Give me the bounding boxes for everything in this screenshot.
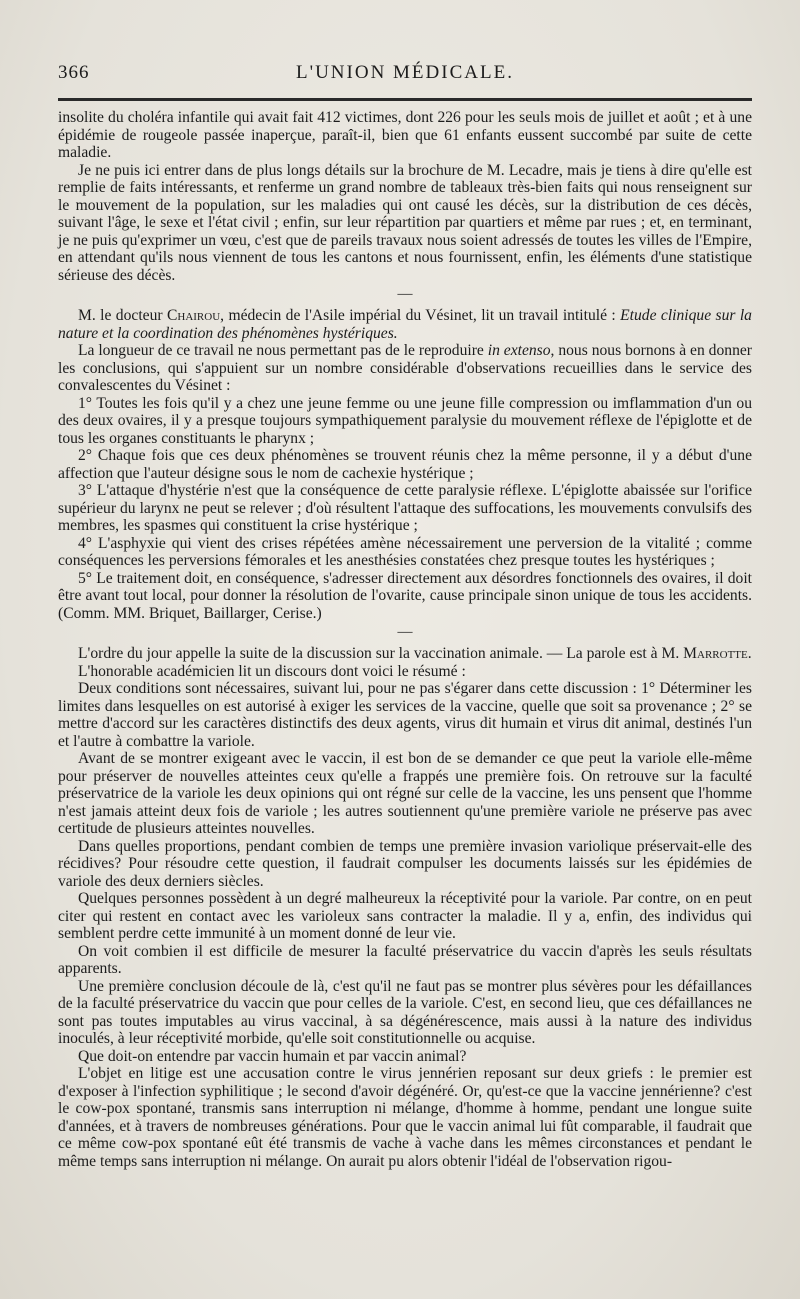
paragraph-ordre [58,645,752,663]
page-number: 366 [58,62,90,83]
ordre-end: . [747,645,752,662]
paragraph-que-doit-on: Que doit-on entendre par vaccin humain et par vaccin animal? [78,1047,467,1065]
paragraph-cholera: insolite du choléra infantile qui avait fait 412 victimes, dont 226 pour les seuls mois de juillet et août ; et à une épidémie de rougeole passée inaperçue, paraît-il, bien que 61 enfants eussent succombé par suite de cette maladie. [58,109,752,161]
work-title: Etude clinique sur la nature et la coordination des phénomènes hystériques. [58,307,752,342]
paragraph-quelques: Quelques personnes possèdent à un degré malheureux la réceptivité pour la variole. Par contre, on en peut citer qui restent en contact avec les varioleux sans contracter la maladie. Il y a, enfin, des individus qui semblent perdre cette immunité à un moment donné de leur vie. [58,890,752,942]
conclusion-item: 4° L'asphyxie qui vient des crises répétées amène nécessairement une perversion de la vitalité ; comme conséquences les perversions fémorales et les anesthésies constatées chez presque toutes les hystériques ; [58,534,752,569]
paragraph-objet: L'objet en litige est une accusation contre le virus jennérien reposant sur deux griefs : le premier est d'exposer à l'infection syphilitique ; le second d'avoir dégénéré. Or, qu'est-ce que la vaccine jennérienne? c'est le cow-pox spontané, transmis sans interruption ni mélange, d'homme à homme, pendant une longue suite d'années, et à travers de nombreuses générations. Pour que le vaccin animal lui fût comparable, il faudrait que ce même cow-pox spontané eût été transmis de vache à vache dans les mêmes circonstances et pendant le même temps sans interruption ni mélange. On aurait pu alors obtenir l'idéal de l'observation rigou- [58,1065,752,1170]
in-extenso: in extenso [487,342,551,359]
paragraph-chairou [58,307,752,342]
conclusion-item: 3° L'attaque d'hystérie n'est que la conséquence de cette paralysie réflexe. L'épiglotte abaissée sur l'orifice supérieur du larynx ne peut se relever ; d'où résultent l'attaque des suffocations, les mouvements convulsifs des membres, les spasmes qui constituent la crise hystérique ; [58,482,752,534]
conclusion-item: 1° Toutes les fois qu'il y a chez une jeune femme ou une jeune fille compression ou imflammation d'un ou des deux ovaires, il y a presque toujours sympathiquement paralysie du mouvement réflexe de l'épiglotte et de tous les organes constituants le pharynx ; [58,394,752,447]
chairou-text: , médecin de l'Asile impérial du Vésinet, lit un travail intitulé : [220,307,616,324]
paragraph-deux-conditions: Deux conditions sont nécessaires, suivant lui, pour ne pas s'égarer dans cette discussion : 1° Déterminer les limites dans lesquelles on est autorisé à exiger les services de la vaccine, quelle que soit sa provenance ; 2° se mettre d'accord sur les caractères distinctifs des deux agents, virus dit humain et virus dit animal, destinés l'un et l'autre à combattre la variole. [58,680,752,750]
journal-title: L'UNION MÉDICALE. [296,62,514,83]
author-name-marrotte: Marrotte [683,645,748,662]
paragraph-on-voit: On voit combien il est difficile de mesurer la faculté préservatrice du vaccin d'après les seuls résultats apparents. [58,942,752,977]
conclusion-item: 2° Chaque fois que ces deux phénomènes se trouvent réunis chez la même personne, il y a début d'une affection que l'auteur désigne sous le nom de cachexie hystérique ; [58,447,752,482]
header-rule [58,98,752,101]
section-separator: — [397,286,413,302]
article-body [58,109,752,1170]
paragraph-longueur [58,342,752,395]
paragraph-honorable: L'honorable académicien lit un discours dont voici le résumé : [78,662,466,680]
paragraph-premiere-conclusion: Une première conclusion découle de là, c'est qu'il ne faut pas se montrer plus sévères pour les défaillances de la faculté préservatrice du vaccin que pour celles de la variole. C'est, en second lieu, que ces défaillances ne sont pas toutes imputables au virus vaccinal, à sa dégénérescence, mais aussi à la nature des individus inoculés, à leur réceptivité morbide, qu'elle soit constitutionnelle ou acquise. [58,977,752,1047]
conclusion-item: 5° Le traitement doit, en conséquence, s'adresser directement aux désordres fonctionnels des ovaires, il doit être avant tout local, pour donner la résolution de l'ovarite, cause principale sinon unique de tous les accidents. (Comm. MM. Briquet, Baillarger, Cerise.) [58,569,752,622]
page-header [58,62,752,92]
section-separator: — [397,624,413,640]
paragraph-lecadre: Je ne puis ici entrer dans de plus longs détails sur la brochure de M. Lecadre, mais je tiens à dire qu'elle est remplie de faits intéressants, et renferme un grand nombre de tableaux très-bien faits qui nous renseignent sur le mouvement de la population, sur les maladies qui ont causé les décès, sur la distribution de ces décès, suivant l'âge, le sexe et l'état civil ; enfin, sur leur répartition par quartiers et même par rues ; et, en terminant, je ne puis qu'exprimer un vœu, c'est que de pareils travaux nous soient adressés de toutes les villes de l'Empire, en attendant qu'ils nous viennent de tous les cantons et nous fournissent, enfin, les éléments d'une statistique sérieuse des décès. [58,161,752,284]
chairou-prefix: M. le docteur [78,307,167,324]
author-name-chairou: Chairou [166,307,221,324]
paragraph-avant: Avant de se montrer exigeant avec le vaccin, il est bon de se demander ce que peut la variole elle-même pour préserver de nouvelles atteintes ceux qu'elle a frappés une première fois. On retrouve sur la faculté préservatrice de la variole les deux opinions qui ont régné sur celle de la vaccine, les uns pensent que l'homme n'est jamais atteint deux fois de variole ; les autres soutiennent qu'une première variole ne préserve pas avec certitude de plusieurs atteintes nouvelles. [58,750,752,837]
ordre-text: L'ordre du jour appelle la suite de la discussion sur la vaccination animale. — La parole est à M. [78,645,684,662]
longueur-before: La longueur de ce travail ne nous permettant pas de le reproduire [78,342,488,359]
paragraph-dans-quelles: Dans quelles proportions, pendant combien de temps une première invasion variolique préservait-elle des récidives? Pour résoudre cette question, il faudrait compulser les documents laissés sur les épidémies de variole des deux derniers siècles. [58,837,752,890]
longueur-after: , nous nous bornons à en donner les conclusions, qui s'appuient sur un nombre considérable d'observations recueillies dans le service des convalescentes du Vésinet : [58,342,752,394]
